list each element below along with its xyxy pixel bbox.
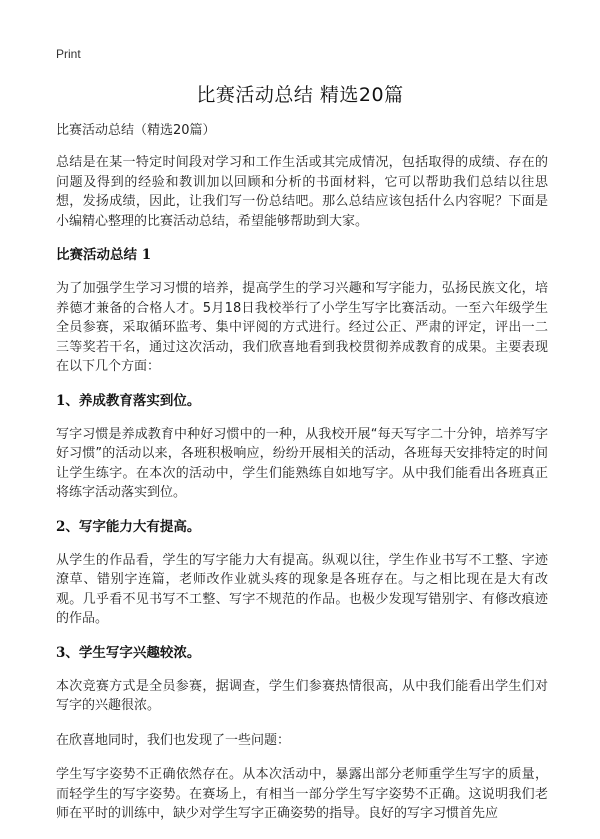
point-3-heading: 3、学生写字兴趣较浓。: [56, 644, 201, 661]
section-1-paragraph: 为了加强学生学习习惯的培养，提高学生的学习兴趣和写字能力，弘扬民族文化，培养德才兼备的合格人才。5月18日我校举行了小学生写字比赛活动。一至六年级学生全员参赛，采取循环监考、集中评阅的方式进行。经过公正、严肃的评定，评出一二三等奖若干名，通过这次活动，我们欣喜地看到我校贯彻养成教育的成果。主要表现在以下几个方面：: [56, 281, 548, 374]
point-1-paragraph: 写字习惯是养成教育中种好习惯中的一种，从我校开展“每天写字二十分钟，培养写字好习惯”的活动以来，各班积极响应，纷纷开展相关的活动，各班每天安排特定的时间让学生练字。在本次的活动中，学生们能熟练自如地写字。从中我们能看出各班真正将练字活动落实到位。: [56, 426, 548, 500]
point-3-paragraph: 本次竞赛方式是全员参赛，据调查，学生们参赛热情很高，从中我们能看出学生们对写字的兴趣很浓。: [56, 678, 548, 713]
problems-intro-paragraph: 在欣喜地同时，我们也发现了一些问题：: [56, 732, 291, 748]
document-body: [56, 121, 548, 839]
document-subtitle: 比赛活动总结（精选20篇）: [56, 123, 216, 138]
point-1-heading: 1、养成教育落实到位。: [56, 392, 201, 409]
page-title: 比赛活动总结 精选20篇: [196, 84, 404, 106]
section-1-heading: 比赛活动总结 1: [56, 247, 152, 263]
intro-paragraph: 总结是在某一特定时间段对学习和工作生活或其完成情况，包括取得的成绩、存在的问题及得到的经验和教训加以回顾和分析的书面材料，它可以帮助我们总结以往思想，发扬成绩，因此，让我们写一份总结吧。那么总结应该包括什么内容呢？下面是小编精心整理的比赛活动总结，希望能够帮助到大家。: [56, 155, 548, 229]
print-label[interactable]: Print: [56, 47, 81, 61]
point-2-paragraph: 从学生的作品看，学生的写字能力大有提高。纵观以往，学生作业书写不工整、字迹潦草、错别字连篇，老师改作业就头疼的现象是各班存在。与之相比现在是大有改观。几乎看不见书写不工整、写字不规范的作品。也极少发现写错别字、有修改痕迹的作品。: [56, 552, 548, 626]
point-2-heading: 2、写字能力大有提高。: [56, 518, 201, 535]
problems-paragraph: 学生写字姿势不正确依然存在。从本次活动中，暴露出部分老师重学生写字的质量，而轻学生的写字姿势。在赛场上，有相当一部分学生写字姿势不正确。这说明我们老师在平时的训练中，缺少对学生写字正确姿势的指导。良好的写字习惯首先应: [56, 767, 548, 821]
